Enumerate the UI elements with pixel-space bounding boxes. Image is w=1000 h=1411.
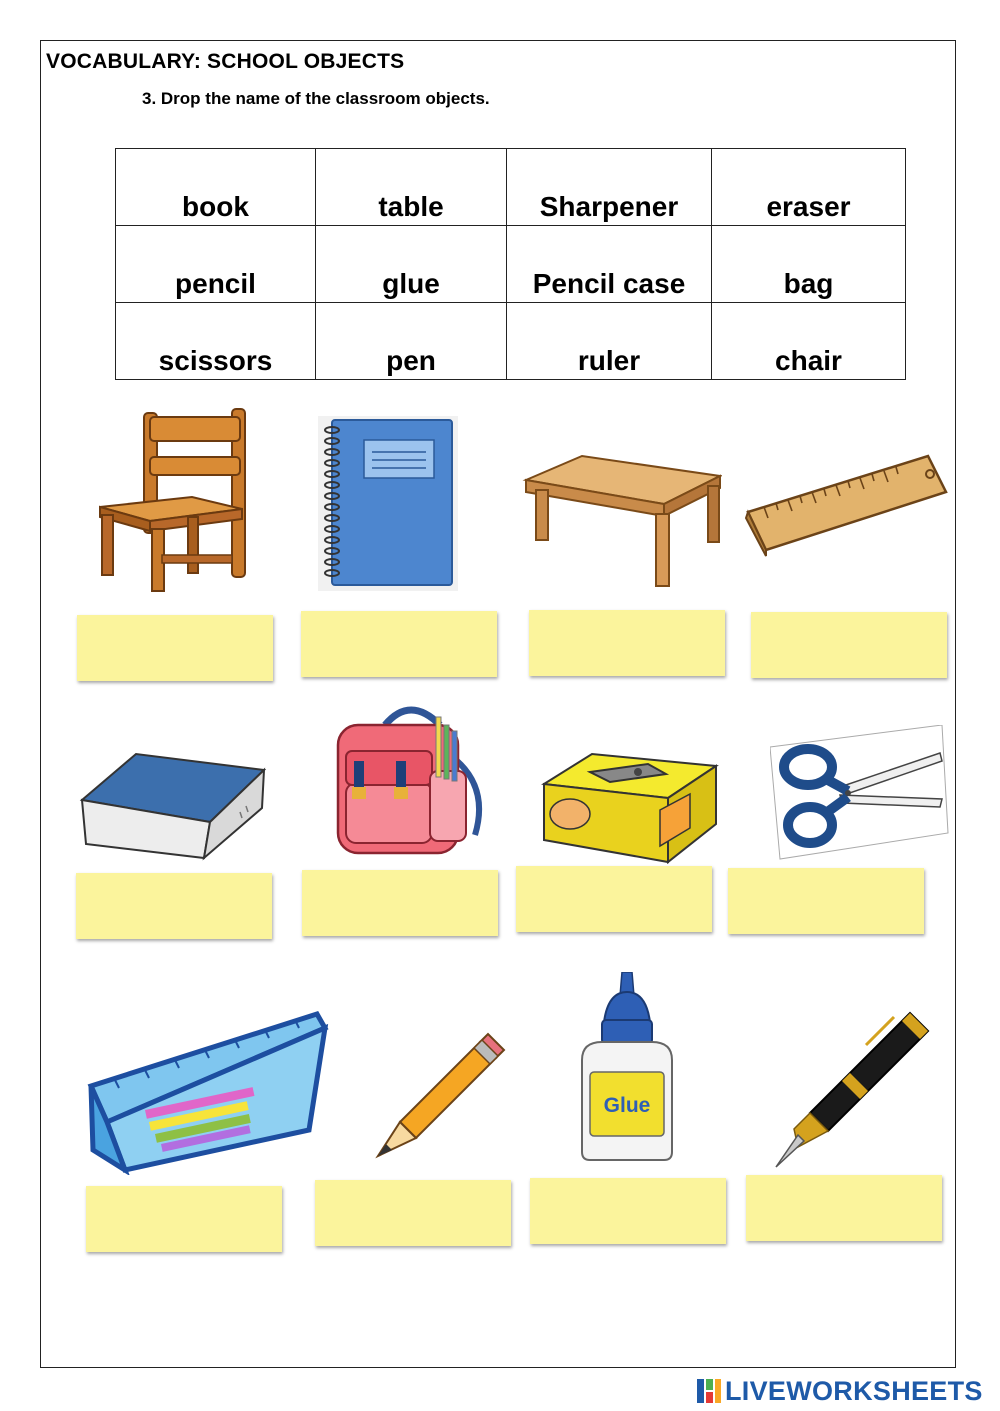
drop-box-table[interactable] (529, 610, 725, 676)
eraser-icon (78, 748, 268, 863)
pencil-case-icon (85, 1010, 330, 1175)
drop-box-glue[interactable] (530, 1178, 726, 1244)
word-bank-row (116, 149, 906, 226)
word-bank-row (116, 226, 906, 303)
drop-box-ruler[interactable] (751, 612, 947, 678)
word-bank-word[interactable]: Sharpener (507, 149, 712, 226)
liveworksheets-brand: LIVEWORKSHEETS (725, 1375, 983, 1406)
drop-box-pen[interactable] (746, 1175, 942, 1241)
drop-box-chair[interactable] (77, 615, 273, 681)
notebook-icon (318, 416, 458, 591)
word-bank-word[interactable]: book (116, 149, 316, 226)
word-bank-table (115, 148, 906, 380)
drop-box-pencil-case[interactable] (86, 1186, 282, 1252)
drop-box-book[interactable] (301, 611, 497, 677)
word-bank-word[interactable]: chair (712, 303, 906, 380)
word-bank-word[interactable]: Pencil case (507, 226, 712, 303)
word-bank-word[interactable]: bag (712, 226, 906, 303)
drop-box-sharpener[interactable] (516, 866, 712, 932)
word-bank-word[interactable]: pencil (116, 226, 316, 303)
liveworksheets-logo-icon (696, 1378, 722, 1404)
word-bank-word[interactable]: eraser (712, 149, 906, 226)
glue-label: Glue (603, 1094, 651, 1117)
backpack-icon (330, 695, 495, 860)
worksheet-title: VOCABULARY: SCHOOL OBJECTS (46, 50, 405, 73)
word-bank-word[interactable]: table (316, 149, 507, 226)
chair-icon (92, 405, 262, 595)
drop-box-bag[interactable] (302, 870, 498, 936)
word-bank-word[interactable]: glue (316, 226, 507, 303)
word-bank-word[interactable]: ruler (507, 303, 712, 380)
scissors-icon (770, 725, 950, 860)
sharpener-icon (540, 750, 720, 865)
word-bank-word[interactable]: scissors (116, 303, 316, 380)
ruler-icon (744, 452, 949, 562)
word-bank-row (116, 303, 906, 380)
table-icon (522, 450, 722, 590)
fountain-pen-icon (770, 1005, 935, 1170)
drop-box-pencil[interactable] (315, 1180, 511, 1246)
pencil-icon (372, 1030, 507, 1160)
drop-box-eraser[interactable] (76, 873, 272, 939)
liveworksheets-logo (696, 1376, 983, 1406)
worksheet-instruction: 3. Drop the name of the classroom objects. (142, 89, 490, 108)
glue-bottle-icon (568, 972, 686, 1162)
drop-box-scissors[interactable] (728, 868, 924, 934)
word-bank-word[interactable]: pen (316, 303, 507, 380)
